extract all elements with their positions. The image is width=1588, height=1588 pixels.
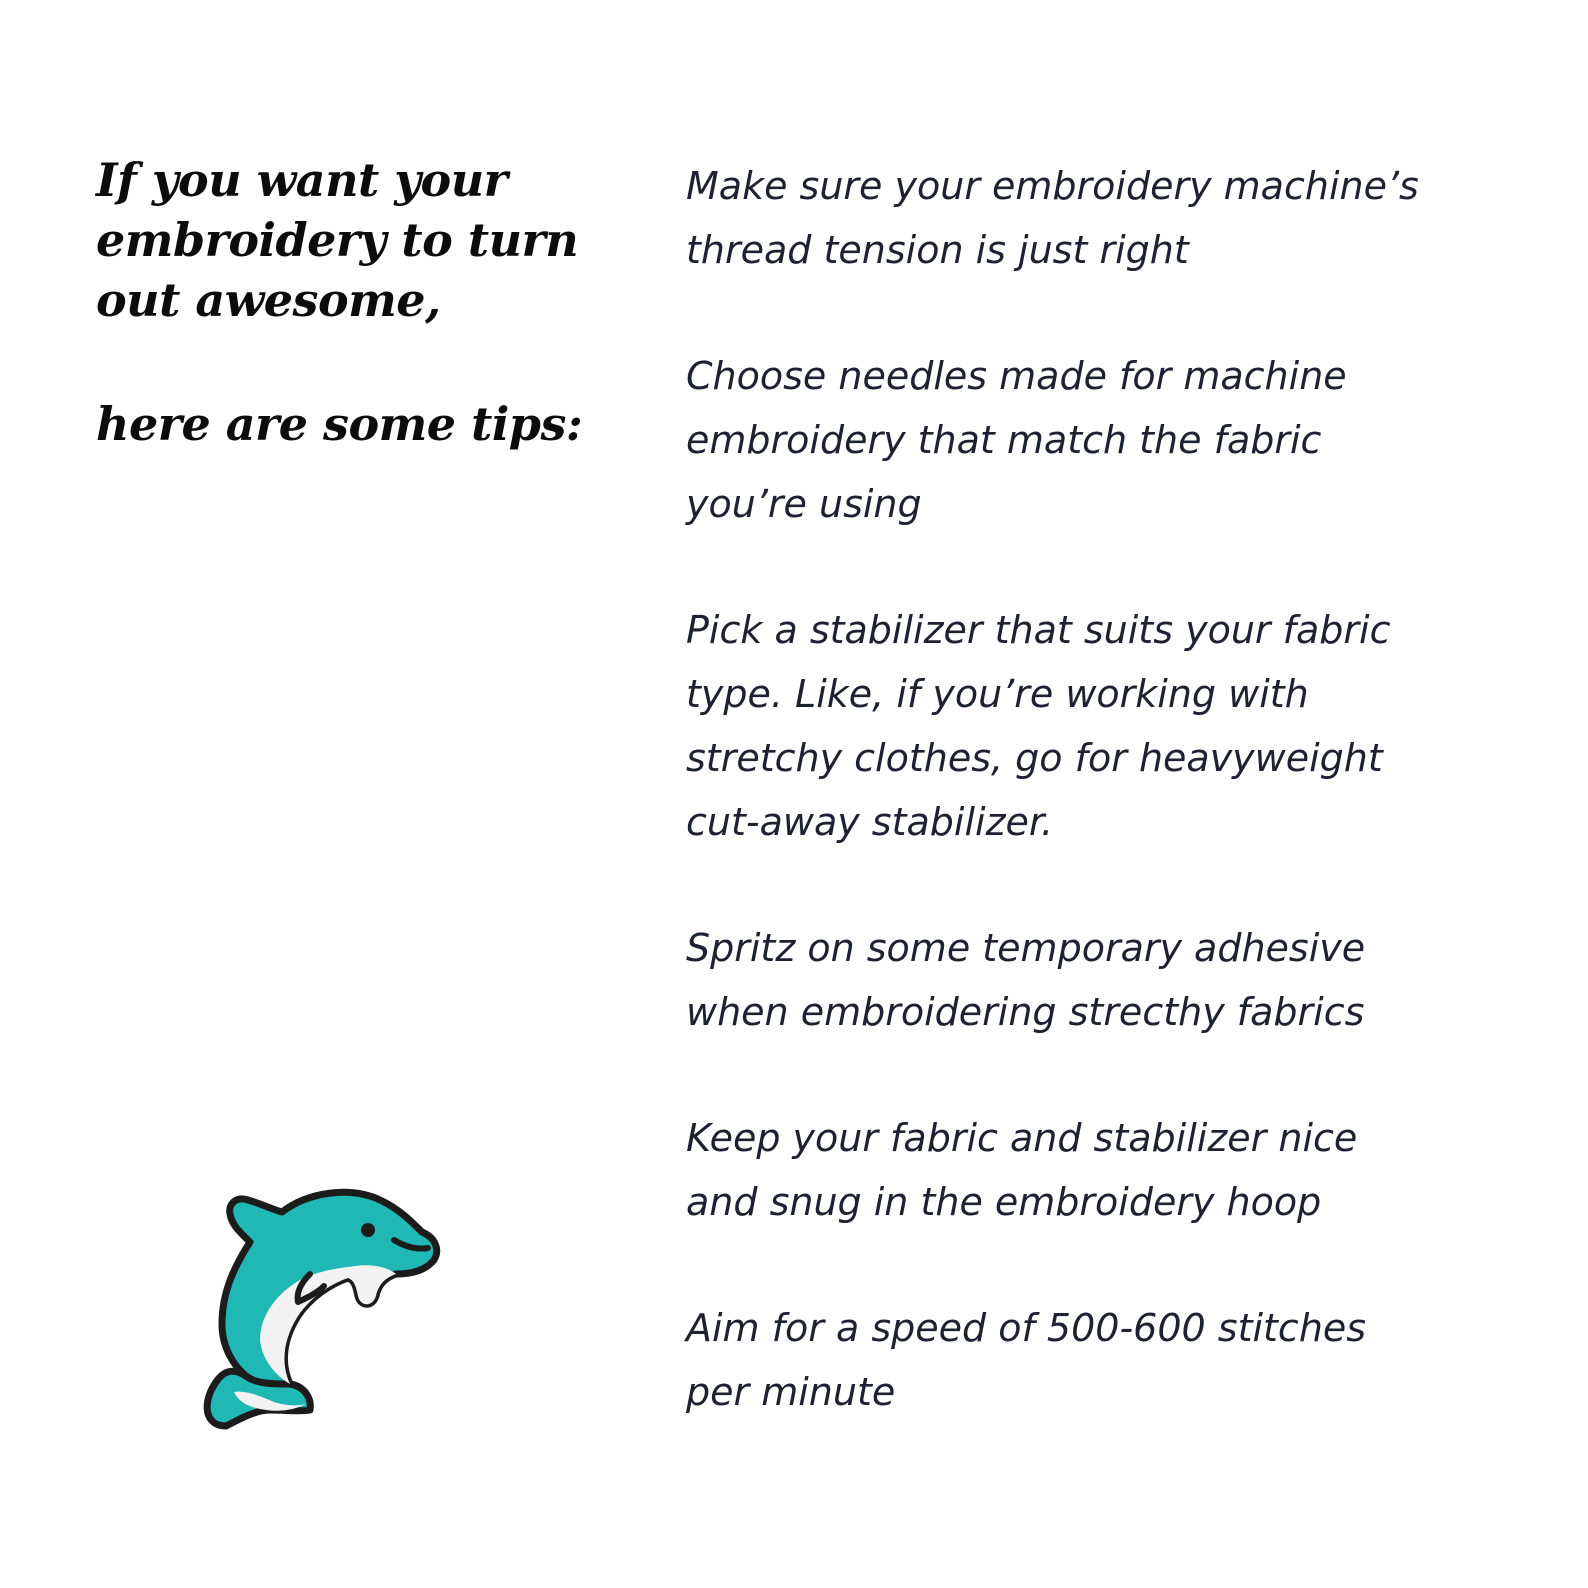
tip-hoop xyxy=(686,1106,1506,1234)
tip-speed xyxy=(686,1296,1506,1424)
intro-line-2: embroidery to turn xyxy=(96,213,579,267)
intro-heading xyxy=(96,150,616,454)
tip-line: cut-away stabilizer. xyxy=(686,800,1054,844)
dolphin-icon xyxy=(190,1170,460,1440)
tip-line: Aim for a speed of 500-600 stitches xyxy=(686,1306,1367,1350)
tip-line: thread tension is just right xyxy=(686,228,1189,272)
tip-line: Spritz on some temporary adhesive xyxy=(686,926,1366,970)
tip-line: Make sure your embroidery machine’s xyxy=(686,164,1419,208)
tip-line: and snug in the embroidery hoop xyxy=(686,1180,1322,1224)
tip-line: per minute xyxy=(686,1370,896,1414)
tip-adhesive xyxy=(686,916,1506,1044)
intro-line-3: out awesome, xyxy=(96,273,441,327)
tip-line: Choose needles made for machine xyxy=(686,354,1347,398)
tips-list xyxy=(686,154,1506,1424)
tip-thread-tension xyxy=(686,154,1506,282)
tip-line: stretchy clothes, go for heavyweight xyxy=(686,736,1383,780)
dolphin-body xyxy=(222,1192,437,1384)
tip-line: embroidery that match the fabric xyxy=(686,418,1322,462)
tip-stabilizer xyxy=(686,598,1506,854)
intro-line-1: If you want your xyxy=(96,153,508,207)
tip-line: Keep your fabric and stabilizer nice xyxy=(686,1116,1358,1160)
tip-line: you’re using xyxy=(686,482,922,526)
tip-line: type. Like, if you’re working with xyxy=(686,672,1309,716)
tip-needles xyxy=(686,344,1506,536)
dolphin-eye xyxy=(361,1223,375,1237)
tip-line: Pick a stabilizer that suits your fabric xyxy=(686,608,1391,652)
tip-line: when embroidering strecthy fabrics xyxy=(686,990,1365,1034)
tips-label: here are some tips: xyxy=(96,397,583,451)
